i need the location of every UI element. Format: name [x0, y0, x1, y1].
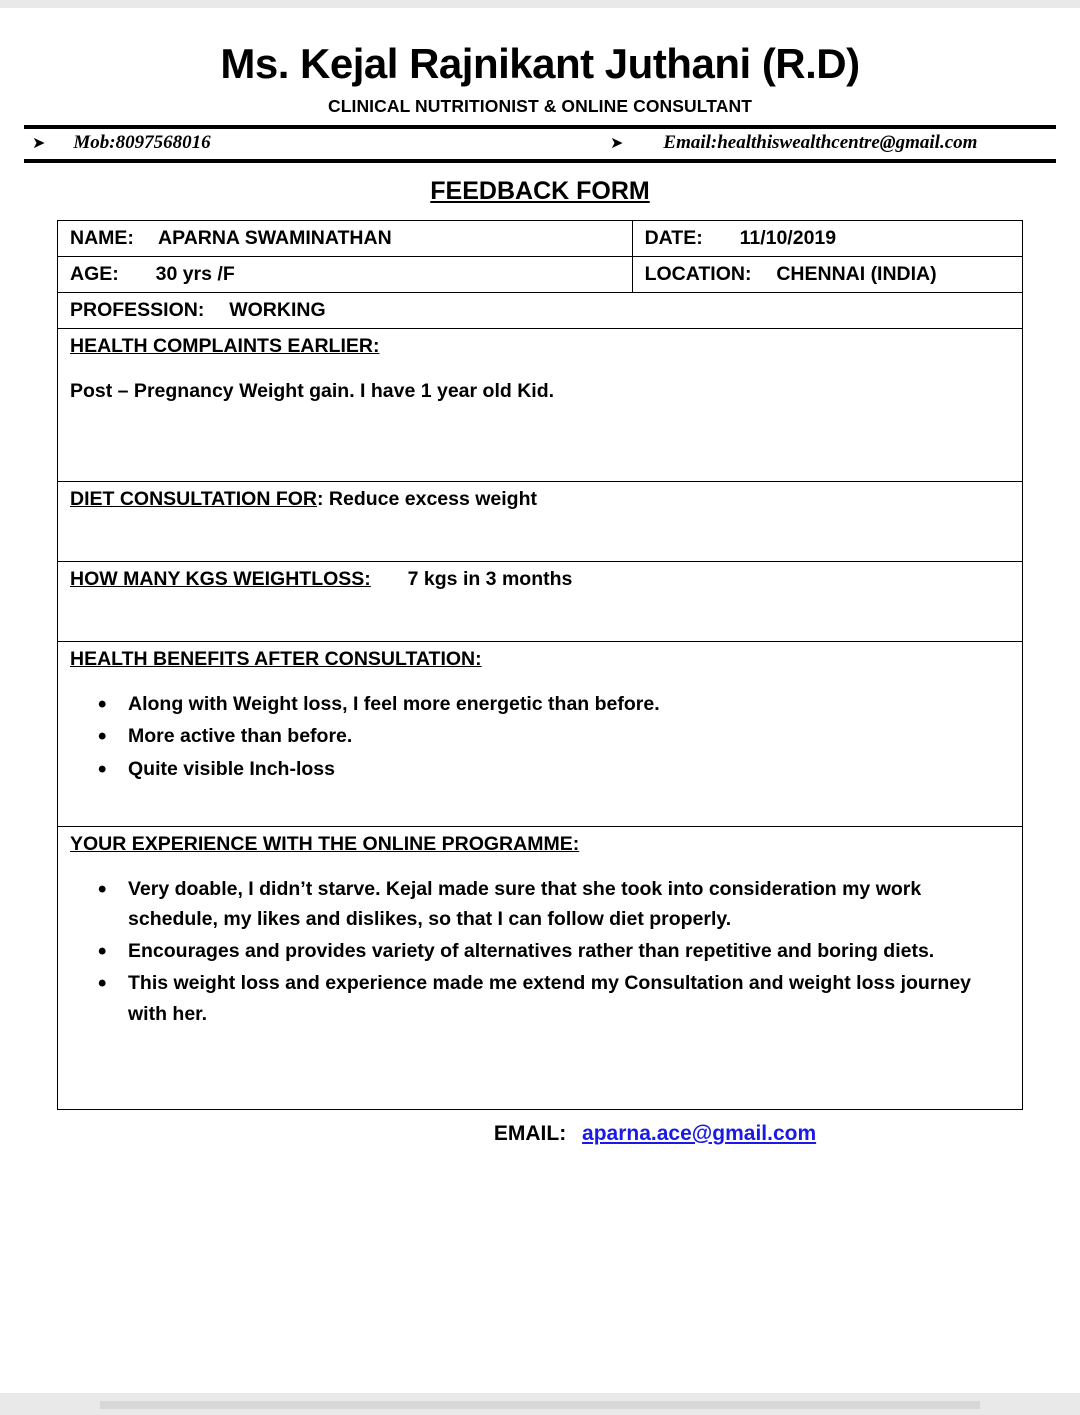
- profession-value: WORKING: [229, 299, 326, 322]
- name-label: NAME:: [70, 227, 134, 250]
- contact-mobile: [24, 132, 540, 154]
- scrollbar-track[interactable]: [100, 1401, 980, 1409]
- arrow-bullet-icon: ➤: [610, 133, 624, 153]
- feedback-form-table: [57, 220, 1023, 1110]
- table-row-consultation: [58, 482, 1023, 562]
- footer-email: [57, 1122, 1023, 1146]
- benefits-list: [70, 689, 1012, 784]
- table-row-benefits: [58, 642, 1023, 827]
- spacer: [70, 591, 1012, 635]
- list-item: • Encourages and provides variety of alternatives rather than repetitive and boring diets.: [128, 936, 1012, 966]
- email-label: EMAIL:: [493, 1121, 567, 1145]
- table-row-weightloss: [58, 562, 1023, 642]
- complaints-text: Post – Pregnancy Weight gain. I have 1 year old Kid.: [70, 380, 555, 403]
- spacer: [70, 1031, 1012, 1103]
- email-link[interactable]: aparna.ace@gmail.com: [582, 1121, 817, 1145]
- contact-row: [24, 129, 1056, 163]
- document-page: [0, 42, 1080, 1146]
- cell-profession: [58, 293, 1023, 329]
- table-row-profession: [58, 293, 1023, 329]
- complaints-label: HEALTH COMPLAINTS EARLIER:: [70, 335, 380, 358]
- consultation-label: DIET CONSULTATION FOR: [70, 488, 317, 511]
- profession-label: PROFESSION:: [70, 299, 205, 322]
- list-item: • Very doable, I didn’t starve. Kejal made sure that she took into consideration my work schedule, my likes and dislikes, so that I can follow diet properly.: [128, 874, 1012, 934]
- contact-email-text: Email:healthiswealthcentre@gmail.com: [663, 132, 978, 154]
- spacer: [70, 403, 1012, 475]
- window-top-strip: [0, 0, 1080, 8]
- list-item: • More active than before.: [128, 721, 1012, 751]
- cell-experience: [58, 826, 1023, 1109]
- cell-complaints: [58, 329, 1023, 482]
- spacer: [70, 511, 1012, 555]
- weightloss-line: [70, 568, 1012, 591]
- cell-weightloss: [58, 562, 1023, 642]
- table-row-complaints: [58, 329, 1023, 482]
- table-row-age-location: [58, 257, 1023, 293]
- list-item: • This weight loss and experience made me extend my Consultation and weight loss journey with her.: [128, 968, 1012, 1028]
- cell-name: [58, 221, 633, 257]
- weightloss-label: HOW MANY KGS WEIGHTLOSS:: [70, 568, 371, 591]
- age-value: 30 yrs /F: [155, 263, 235, 286]
- location-value: CHENNAI (INDIA): [776, 263, 937, 286]
- spacer: [70, 786, 1012, 820]
- list-item: • Quite visible Inch-loss: [128, 754, 1012, 784]
- cell-date: [632, 221, 1022, 257]
- name-value: APARNA SWAMINATHAN: [158, 227, 392, 250]
- benefits-label: HEALTH BENEFITS AFTER CONSULTATION:: [70, 648, 482, 671]
- weightloss-value: 7 kgs in 3 months: [407, 568, 573, 591]
- contact-email: [540, 132, 1056, 154]
- table-row-experience: [58, 826, 1023, 1109]
- date-value: 11/10/2019: [739, 227, 837, 250]
- page-subtitle: CLINICAL NUTRITIONIST & ONLINE CONSULTANT: [327, 96, 753, 117]
- table-row-name-date: [58, 221, 1023, 257]
- form-heading: FEEDBACK FORM: [430, 177, 650, 206]
- window-bottom-strip: [0, 1393, 1080, 1415]
- location-label: LOCATION:: [644, 263, 752, 286]
- age-label: AGE:: [70, 263, 119, 286]
- cell-location: [632, 257, 1022, 293]
- consultation-line: [70, 488, 1012, 511]
- experience-list: [70, 874, 1012, 1029]
- arrow-bullet-icon: ➤: [32, 133, 46, 153]
- list-item: • Along with Weight loss, I feel more energetic than before.: [128, 689, 1012, 719]
- page-title: Ms. Kejal Rajnikant Juthani (R.D): [220, 40, 860, 87]
- contact-mobile-text: Mob:8097568016: [73, 132, 211, 154]
- cell-benefits: [58, 642, 1023, 827]
- experience-label: YOUR EXPERIENCE WITH THE ONLINE PROGRAMME:: [70, 832, 580, 855]
- cell-consultation: [58, 482, 1023, 562]
- cell-age: [58, 257, 633, 293]
- consultation-value: : Reduce excess weight: [316, 488, 537, 511]
- date-label: DATE:: [644, 227, 703, 250]
